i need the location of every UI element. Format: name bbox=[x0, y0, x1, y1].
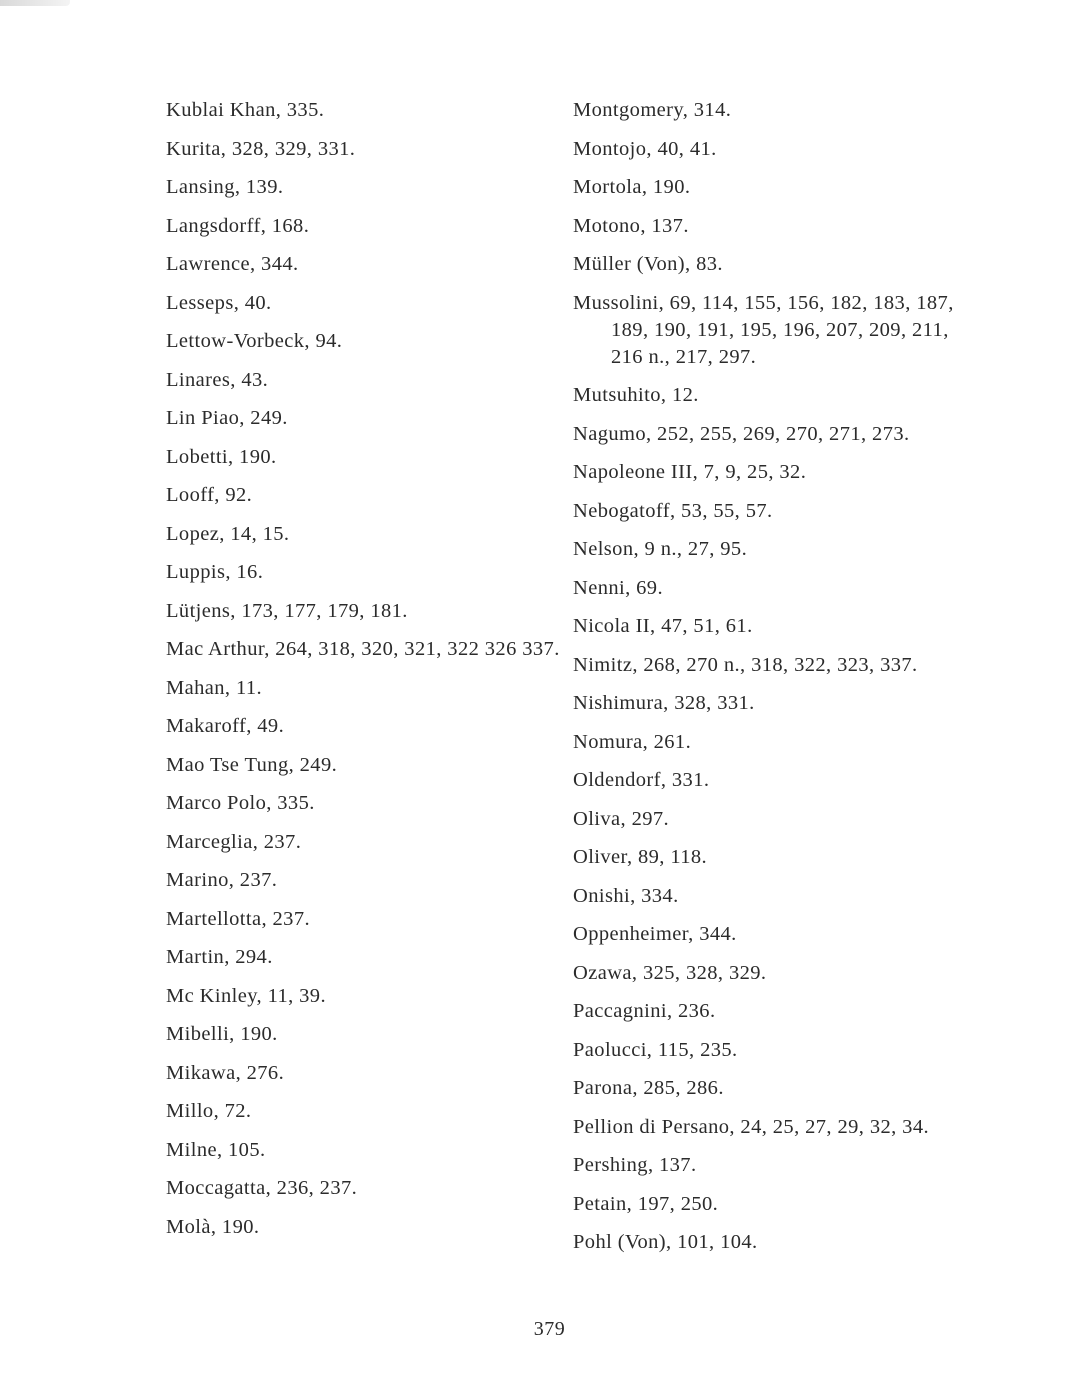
index-entry: Oliver, 89, 118. bbox=[573, 846, 708, 868]
index-entry: Petain, 197, 250. bbox=[573, 1192, 719, 1215]
index-entry: Napoleone III, 7, 9, 25, 32. bbox=[573, 461, 807, 483]
index-column-right bbox=[573, 97, 953, 1268]
index-entry: Marino, 237. bbox=[166, 869, 278, 891]
index-entry: Oldendorf, 331. bbox=[573, 769, 710, 791]
index-entry: Moccagatta, 236, 237. bbox=[166, 1177, 358, 1199]
index-entry: Onishi, 334. bbox=[573, 884, 679, 907]
index-entry: Kurita, 328, 329, 331. bbox=[166, 137, 356, 160]
index-entry: Luppis, 16. bbox=[166, 561, 264, 583]
index-entry: Müller (Von), 83. bbox=[573, 253, 723, 275]
index-entry: Mikawa, 276. bbox=[166, 1061, 285, 1084]
index-entry: Lobetti, 190. bbox=[166, 445, 277, 468]
index-entry: Nomura, 261. bbox=[573, 730, 692, 753]
index-entry: Makaroff, 49. bbox=[166, 715, 285, 737]
index-entry: Mahan, 11. bbox=[166, 676, 263, 699]
index-entry: Motono, 137. bbox=[573, 214, 689, 237]
scan-edge-mark bbox=[0, 0, 70, 6]
index-entry: Mao Tse Tung, 249. bbox=[166, 753, 338, 776]
index-entry: Pershing, 137. bbox=[573, 1154, 697, 1176]
index-entry: Parona, 285, 286. bbox=[573, 1077, 724, 1099]
index-entry: Molà, 190. bbox=[166, 1215, 260, 1238]
index-entry: Montojo, 40, 41. bbox=[573, 137, 717, 160]
index-entry: Montgomery, 314. bbox=[573, 99, 732, 121]
index-entry: Martellotta, 237. bbox=[166, 907, 311, 930]
index-entry: Ozawa, 325, 328, 329. bbox=[573, 961, 767, 984]
index-entry: Lesseps, 40. bbox=[166, 291, 272, 314]
page-number: 379 bbox=[533, 1318, 566, 1340]
index-entry: Lettow-Vorbeck, 94. bbox=[166, 330, 343, 352]
index-entry: Mortola, 190. bbox=[573, 176, 691, 198]
index-entry: Marceglia, 237. bbox=[166, 830, 302, 853]
index-entry: Lütjens, 173, 177, 179, 181. bbox=[166, 599, 408, 622]
index-entry: Nishimura, 328, 331. bbox=[573, 692, 755, 714]
index-entry: Lansing, 139. bbox=[166, 176, 284, 198]
index-entry: Nagumo, 252, 255, 269, 270, 271, 273. bbox=[573, 422, 910, 445]
index-entry: Nelson, 9 n., 27, 95. bbox=[573, 538, 748, 560]
index-entry: Oliva, 297. bbox=[573, 807, 670, 830]
index-entry: Pohl (Von), 101, 104. bbox=[573, 1231, 758, 1253]
index-entry: Marco Polo, 335. bbox=[166, 792, 315, 814]
index-entry: Millo, 72. bbox=[166, 1100, 252, 1122]
index-entry: Kublai Khan, 335. bbox=[166, 99, 325, 121]
index-entry: Mutsuhito, 12. bbox=[573, 384, 699, 406]
index-entry: Mc Kinley, 11, 39. bbox=[166, 984, 326, 1007]
index-entry: Paolucci, 115, 235. bbox=[573, 1038, 738, 1061]
index-entry: Mibelli, 190. bbox=[166, 1023, 278, 1045]
index-entry: Mussolini, 69, 114, 155, 156, 182, 183, 187, 189, 190, 191, 195, 196, 207, 209, 211, 216 n., 217, 297. bbox=[573, 291, 954, 368]
index-entry: Nebogatoff, 53, 55, 57. bbox=[573, 499, 773, 522]
index-entry: Looff, 92. bbox=[166, 484, 253, 506]
index-entry: Milne, 105. bbox=[166, 1138, 266, 1161]
index-entry: Lin Piao, 249. bbox=[166, 407, 288, 429]
index-entry: Mac Arthur, 264, 318, 320, 321, 322 326 337. bbox=[166, 638, 560, 660]
index-entry: Nimitz, 268, 270 n., 318, 322, 323, 337. bbox=[573, 653, 918, 676]
index-entry: Pellion di Persano, 24, 25, 27, 29, 32, 34. bbox=[573, 1115, 930, 1138]
index-entry: Lawrence, 344. bbox=[166, 253, 299, 275]
index-entry: Oppenheimer, 344. bbox=[573, 923, 737, 945]
index-entry: Lopez, 14, 15. bbox=[166, 522, 290, 545]
index-entry: Linares, 43. bbox=[166, 368, 269, 391]
index-entry: Nicola II, 47, 51, 61. bbox=[573, 615, 753, 637]
index-entry: Nenni, 69. bbox=[573, 576, 663, 599]
index-entry: Langsdorff, 168. bbox=[166, 214, 310, 237]
index-column-left bbox=[166, 97, 560, 1252]
index-entry: Paccagnini, 236. bbox=[573, 1000, 716, 1022]
index-entry: Martin, 294. bbox=[166, 946, 273, 968]
